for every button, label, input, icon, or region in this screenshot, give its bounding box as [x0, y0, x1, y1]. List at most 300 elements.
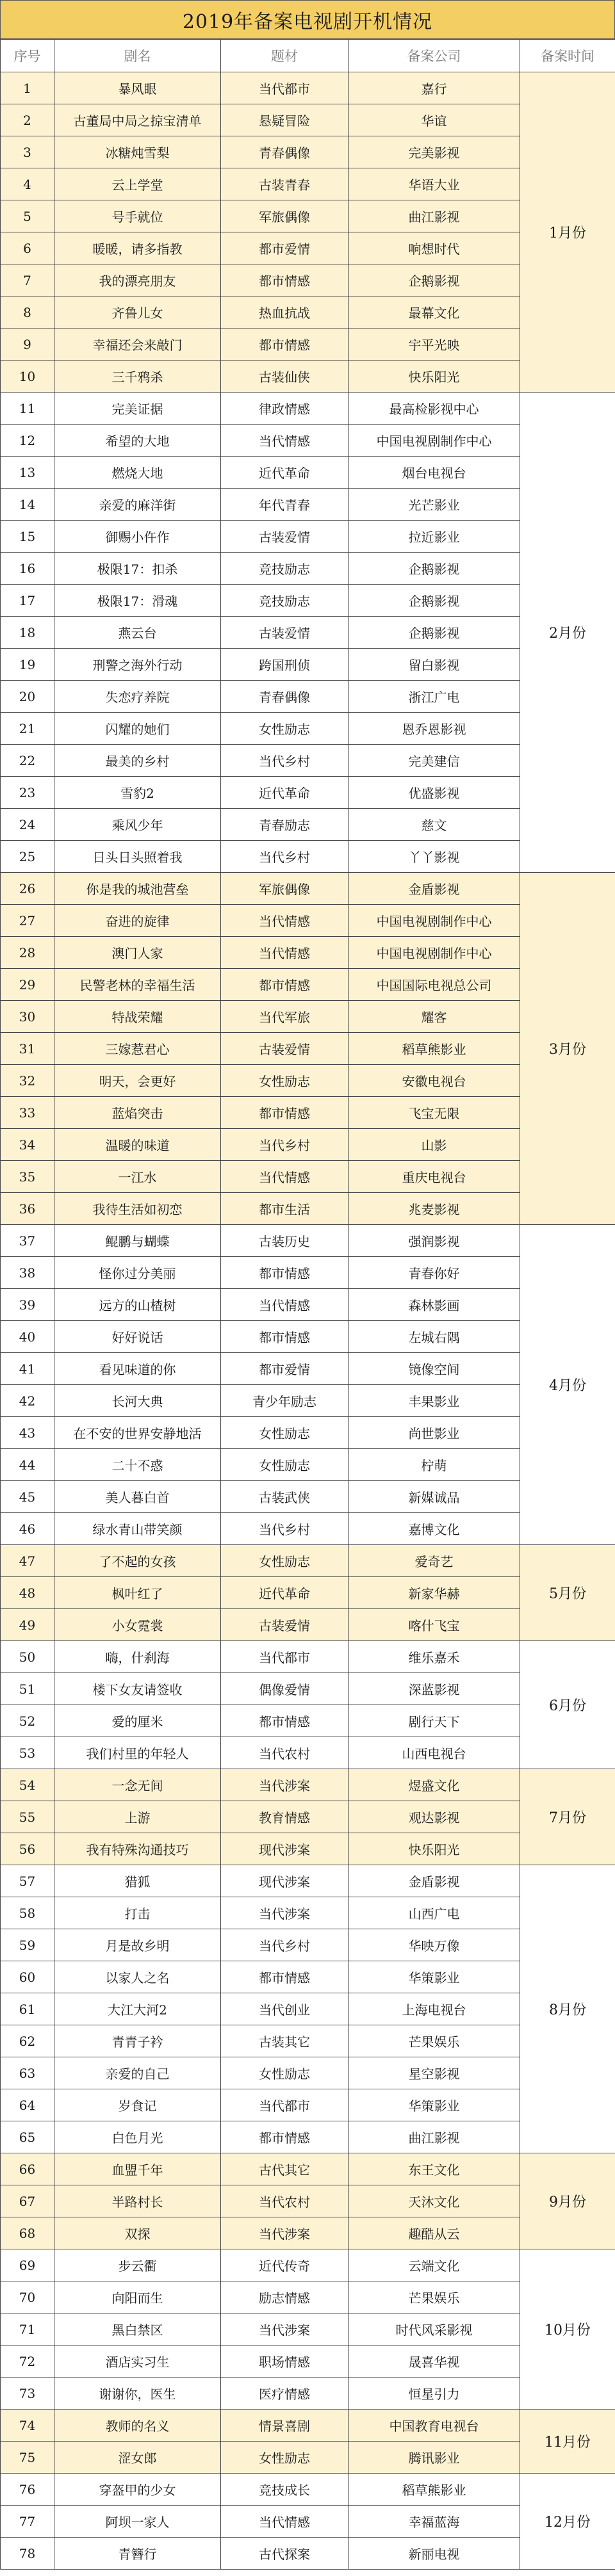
row-index: 41: [1, 1353, 54, 1385]
drama-genre: 女性励志: [221, 1545, 348, 1577]
table-row: [1, 393, 615, 425]
filing-company: 华语大业: [348, 168, 520, 200]
drama-title: 涩女郎: [54, 2442, 221, 2474]
drama-title: 日头日头照着我: [54, 841, 221, 873]
drama-title: 民警老林的幸福生活: [54, 969, 221, 1001]
filing-company: 东王文化: [348, 2153, 520, 2185]
drama-genre: 当代情感: [221, 2506, 348, 2538]
drama-title: 小女霓裳: [54, 1609, 221, 1641]
drama-genre: 古装其它: [221, 2025, 348, 2057]
drama-table: [0, 39, 615, 2570]
filing-company: 企鹅影视: [348, 553, 520, 585]
drama-title: 乘风少年: [54, 809, 221, 841]
filing-company: 新丽电视: [348, 2538, 520, 2570]
drama-genre: 现代涉案: [221, 1865, 348, 1897]
drama-title: 长河大典: [54, 1385, 221, 1417]
row-index: 21: [1, 713, 54, 745]
filing-month: 4月份: [520, 1225, 615, 1545]
filing-month: 7月份: [520, 1769, 615, 1865]
drama-genre: 军旅偶像: [221, 200, 348, 232]
drama-title: 希望的大地: [54, 425, 221, 457]
filing-company: 左城右隅: [348, 1321, 520, 1353]
drama-title: 美人暮白首: [54, 1481, 221, 1513]
drama-genre: 当代涉案: [221, 1897, 348, 1929]
drama-genre: 都市爱情: [221, 232, 348, 264]
filing-company: 丰果影业: [348, 1385, 520, 1417]
row-index: 68: [1, 2217, 54, 2249]
filing-company: 中国教育电视台: [348, 2410, 520, 2442]
row-index: 65: [1, 2121, 54, 2153]
drama-genre: 古装爱情: [221, 617, 348, 649]
filing-company: 稻草熊影业: [348, 2474, 520, 2506]
header-title: 剧名: [54, 40, 221, 72]
filing-company: 快乐阳光: [348, 1833, 520, 1865]
filing-company: 维乐嘉禾: [348, 1641, 520, 1673]
drama-genre: 都市爱情: [221, 1353, 348, 1385]
row-index: 32: [1, 1065, 54, 1097]
drama-title: 以家人之名: [54, 1961, 221, 1993]
drama-genre: 青少年励志: [221, 1385, 348, 1417]
drama-title: 双探: [54, 2217, 221, 2249]
drama-title: 云上学堂: [54, 168, 221, 200]
drama-title: 月是故乡明: [54, 1929, 221, 1961]
header-company: 备案公司: [348, 40, 520, 72]
row-index: 72: [1, 2345, 54, 2378]
drama-title: 冰糖炖雪梨: [54, 136, 221, 168]
drama-genre: 都市情感: [221, 1257, 348, 1289]
filing-company: 山西电视台: [348, 1737, 520, 1769]
drama-title: 二十不惑: [54, 1449, 221, 1481]
row-index: 3: [1, 136, 54, 168]
drama-title: 一江水: [54, 1161, 221, 1193]
row-index: 2: [1, 104, 54, 136]
filing-company: 芒果娱乐: [348, 2025, 520, 2057]
row-index: 73: [1, 2378, 54, 2410]
filing-month: 2月份: [520, 393, 615, 873]
drama-title: 白色月光: [54, 2121, 221, 2153]
table-row: [1, 2153, 615, 2185]
row-index: 61: [1, 1993, 54, 2025]
row-index: 46: [1, 1513, 54, 1545]
drama-title: 极限17：扣杀: [54, 553, 221, 585]
row-index: 75: [1, 2442, 54, 2474]
filing-company: 森林影画: [348, 1289, 520, 1321]
drama-genre: 都市情感: [221, 2121, 348, 2153]
filing-company: 快乐阳光: [348, 360, 520, 393]
filing-company: 时代风采影视: [348, 2313, 520, 2345]
drama-title: 步云衢: [54, 2249, 221, 2281]
row-index: 23: [1, 777, 54, 809]
row-index: 26: [1, 873, 54, 905]
row-index: 55: [1, 1801, 54, 1833]
filing-company: 柠萌: [348, 1449, 520, 1481]
row-index: 35: [1, 1161, 54, 1193]
row-index: 45: [1, 1481, 54, 1513]
row-index: 31: [1, 1033, 54, 1065]
drama-genre: 古代探案: [221, 2538, 348, 2570]
drama-genre: 古装爱情: [221, 1609, 348, 1641]
drama-genre: 职场情感: [221, 2345, 348, 2378]
filing-company: 企鹅影视: [348, 264, 520, 296]
drama-title: 最美的乡村: [54, 745, 221, 777]
drama-title: 我的漂亮朋友: [54, 264, 221, 296]
drama-title: 亲爱的麻洋街: [54, 489, 221, 521]
drama-title: 三千鸦杀: [54, 360, 221, 393]
filing-company: 慈文: [348, 809, 520, 841]
drama-genre: 近代传奇: [221, 2249, 348, 2281]
drama-title: 爱的厘米: [54, 1705, 221, 1737]
drama-genre: 古装历史: [221, 1225, 348, 1257]
filing-month: 9月份: [520, 2153, 615, 2249]
filing-month: 12月份: [520, 2474, 615, 2570]
filing-month: 11月份: [520, 2410, 615, 2474]
drama-genre: 当代情感: [221, 425, 348, 457]
filing-company: 晟喜华视: [348, 2345, 520, 2378]
row-index: 27: [1, 905, 54, 937]
table-row: [1, 2249, 615, 2281]
drama-title: 一念无间: [54, 1769, 221, 1801]
drama-genre: 女性励志: [221, 713, 348, 745]
filing-company: 中国电视剧制作中心: [348, 937, 520, 969]
drama-title: 岁食记: [54, 2089, 221, 2121]
drama-genre: 当代乡村: [221, 745, 348, 777]
drama-title: 大江大河2: [54, 1993, 221, 2025]
drama-title: 你是我的城池营垒: [54, 873, 221, 905]
table-row: [1, 1769, 615, 1801]
drama-genre: 都市情感: [221, 1321, 348, 1353]
filing-company: 最高检影视中心: [348, 393, 520, 425]
drama-genre: 励志情感: [221, 2281, 348, 2313]
filing-company: 耀客: [348, 1001, 520, 1033]
drama-genre: 青春励志: [221, 809, 348, 841]
row-index: 16: [1, 553, 54, 585]
drama-genre: 近代革命: [221, 1577, 348, 1609]
page-title: 2019年备案电视剧开机情况: [0, 0, 615, 39]
drama-title: 青簪行: [54, 2538, 221, 2570]
drama-title: 蓝焰突击: [54, 1097, 221, 1129]
filing-company: 剧行天下: [348, 1705, 520, 1737]
drama-genre: 现代涉案: [221, 1833, 348, 1865]
filing-company: 中国电视剧制作中心: [348, 905, 520, 937]
drama-title: 我待生活如初恋: [54, 1193, 221, 1225]
row-index: 67: [1, 2185, 54, 2217]
filing-company: 华映万像: [348, 1929, 520, 1961]
filing-company: 飞宝无限: [348, 1097, 520, 1129]
row-index: 51: [1, 1673, 54, 1705]
row-index: 54: [1, 1769, 54, 1801]
filing-company: 优盛影视: [348, 777, 520, 809]
table-row: [1, 1225, 615, 1257]
drama-title: 在不安的世界安静地活: [54, 1417, 221, 1449]
table-row: [1, 1545, 615, 1577]
header-row: [1, 40, 615, 72]
table-row: [1, 72, 615, 104]
filing-month: 10月份: [520, 2249, 615, 2410]
row-index: 42: [1, 1385, 54, 1417]
filing-company: 腾讯影业: [348, 2442, 520, 2474]
drama-genre: 当代乡村: [221, 1513, 348, 1545]
filing-company: 强润影视: [348, 1225, 520, 1257]
filing-company: 完美影视: [348, 136, 520, 168]
drama-genre: 当代情感: [221, 1161, 348, 1193]
row-index: 48: [1, 1577, 54, 1609]
row-index: 4: [1, 168, 54, 200]
row-index: 22: [1, 745, 54, 777]
row-index: 70: [1, 2281, 54, 2313]
filing-company: 煜盛文化: [348, 1769, 520, 1801]
filing-company: 烟台电视台: [348, 457, 520, 489]
filing-company: 深蓝影视: [348, 1673, 520, 1705]
row-index: 62: [1, 2025, 54, 2057]
drama-title: 我有特殊沟通技巧: [54, 1833, 221, 1865]
drama-title: 刑警之海外行动: [54, 649, 221, 681]
header-genre: 题材: [221, 40, 348, 72]
drama-title: 了不起的女孩: [54, 1545, 221, 1577]
filing-company: 幸福蓝海: [348, 2506, 520, 2538]
row-index: 60: [1, 1961, 54, 1993]
row-index: 44: [1, 1449, 54, 1481]
filing-company: 兆麦影视: [348, 1193, 520, 1225]
drama-genre: 当代都市: [221, 2089, 348, 2121]
filing-company: 曲江影视: [348, 2121, 520, 2153]
drama-title: 教师的名义: [54, 2410, 221, 2442]
drama-title: 枫叶红了: [54, 1577, 221, 1609]
drama-genre: 当代涉案: [221, 1769, 348, 1801]
drama-genre: 医疗情感: [221, 2378, 348, 2410]
drama-genre: 都市情感: [221, 264, 348, 296]
drama-title: 看见味道的你: [54, 1353, 221, 1385]
drama-title: 齐鲁儿女: [54, 296, 221, 328]
row-index: 11: [1, 393, 54, 425]
drama-genre: 都市情感: [221, 1705, 348, 1737]
drama-genre: 女性励志: [221, 1065, 348, 1097]
filing-company: 稻草熊影业: [348, 1033, 520, 1065]
drama-genre: 当代涉案: [221, 2217, 348, 2249]
filing-company: 镜像空间: [348, 1353, 520, 1385]
drama-title: 极限17：滑魂: [54, 585, 221, 617]
row-index: 36: [1, 1193, 54, 1225]
drama-genre: 年代青春: [221, 489, 348, 521]
row-index: 47: [1, 1545, 54, 1577]
row-index: 20: [1, 681, 54, 713]
drama-title: 血盟千年: [54, 2153, 221, 2185]
row-index: 57: [1, 1865, 54, 1897]
row-index: 63: [1, 2057, 54, 2089]
table-row: [1, 2410, 615, 2442]
row-index: 5: [1, 200, 54, 232]
drama-title: 雪豹2: [54, 777, 221, 809]
row-index: 8: [1, 296, 54, 328]
drama-title: 三嫁惹君心: [54, 1033, 221, 1065]
filing-company: 新媒诚品: [348, 1481, 520, 1513]
drama-title: 楼下女友请签收: [54, 1673, 221, 1705]
drama-title: 阿坝一家人: [54, 2506, 221, 2538]
drama-title: 温暖的味道: [54, 1129, 221, 1161]
drama-genre: 律政情感: [221, 393, 348, 425]
drama-title: 我们村里的年轻人: [54, 1737, 221, 1769]
drama-genre: 当代都市: [221, 1641, 348, 1673]
drama-title: 好好说话: [54, 1321, 221, 1353]
drama-title: 古董局中局之掠宝清单: [54, 104, 221, 136]
filing-company: 企鹅影视: [348, 617, 520, 649]
row-index: 10: [1, 360, 54, 393]
row-index: 40: [1, 1321, 54, 1353]
drama-title: 燃烧大地: [54, 457, 221, 489]
drama-genre: 女性励志: [221, 1449, 348, 1481]
drama-title: 明天，会更好: [54, 1065, 221, 1097]
drama-genre: 当代军旅: [221, 1001, 348, 1033]
filing-company: 观达影视: [348, 1801, 520, 1833]
drama-genre: 情景喜剧: [221, 2410, 348, 2442]
drama-genre: 古装仙侠: [221, 360, 348, 393]
drama-genre: 当代农村: [221, 1737, 348, 1769]
row-index: 1: [1, 72, 54, 104]
drama-title: 怪你过分美丽: [54, 1257, 221, 1289]
drama-genre: 当代情感: [221, 1289, 348, 1321]
filing-company: 重庆电视台: [348, 1161, 520, 1193]
filing-company: 星空影视: [348, 2057, 520, 2089]
row-index: 49: [1, 1609, 54, 1641]
row-index: 30: [1, 1001, 54, 1033]
row-index: 7: [1, 264, 54, 296]
filing-company: 光芒影业: [348, 489, 520, 521]
drama-title: 暴风眼: [54, 72, 221, 104]
row-index: 17: [1, 585, 54, 617]
row-index: 50: [1, 1641, 54, 1673]
drama-title: 半路村长: [54, 2185, 221, 2217]
header-month: 备案时间: [520, 40, 615, 72]
drama-title: 失恋疗养院: [54, 681, 221, 713]
drama-genre: 当代都市: [221, 72, 348, 104]
drama-title: 暖暖，请多指教: [54, 232, 221, 264]
filing-company: 最幕文化: [348, 296, 520, 328]
drama-genre: 当代情感: [221, 905, 348, 937]
filing-company: 上海电视台: [348, 1993, 520, 2025]
drama-genre: 都市情感: [221, 328, 348, 360]
filing-company: 尚世影业: [348, 1417, 520, 1449]
drama-genre: 当代乡村: [221, 1129, 348, 1161]
drama-genre: 悬疑冒险: [221, 104, 348, 136]
drama-title: 鲲鹏与蝴蝶: [54, 1225, 221, 1257]
row-index: 59: [1, 1929, 54, 1961]
row-index: 9: [1, 328, 54, 360]
drama-genre: 近代革命: [221, 457, 348, 489]
filing-month: 8月份: [520, 1865, 615, 2153]
drama-title: 酒店实习生: [54, 2345, 221, 2378]
drama-genre: 当代涉案: [221, 2313, 348, 2345]
row-index: 77: [1, 2506, 54, 2538]
drama-title: 黑白禁区: [54, 2313, 221, 2345]
table-row: [1, 873, 615, 905]
filing-company: 云端文化: [348, 2249, 520, 2281]
row-index: 19: [1, 649, 54, 681]
filing-company: 曲江影视: [348, 200, 520, 232]
drama-title: 谢谢你，医生: [54, 2378, 221, 2410]
filing-company: 山西广电: [348, 1897, 520, 1929]
drama-genre: 都市情感: [221, 969, 348, 1001]
filing-company: 浙江广电: [348, 681, 520, 713]
row-index: 43: [1, 1417, 54, 1449]
filing-company: 完美建信: [348, 745, 520, 777]
drama-genre: 当代创业: [221, 1993, 348, 2025]
drama-title: 打击: [54, 1897, 221, 1929]
filing-month: 1月份: [520, 72, 615, 393]
table-row: [1, 1865, 615, 1897]
row-index: 69: [1, 2249, 54, 2281]
drama-genre: 竞技成长: [221, 2474, 348, 2506]
drama-title: 号手就位: [54, 200, 221, 232]
drama-genre: 都市情感: [221, 1961, 348, 1993]
table-row: [1, 1641, 615, 1673]
drama-genre: 女性励志: [221, 2057, 348, 2089]
drama-title: 特战荣耀: [54, 1001, 221, 1033]
row-index: 15: [1, 521, 54, 553]
row-index: 37: [1, 1225, 54, 1257]
filing-month: 5月份: [520, 1545, 615, 1641]
drama-genre: 古代其它: [221, 2153, 348, 2185]
drama-genre: 古装爱情: [221, 1033, 348, 1065]
filing-month: 3月份: [520, 873, 615, 1225]
drama-genre: 当代农村: [221, 2185, 348, 2217]
row-index: 78: [1, 2538, 54, 2570]
filing-company: 响想时代: [348, 232, 520, 264]
row-index: 38: [1, 1257, 54, 1289]
row-index: 25: [1, 841, 54, 873]
drama-genre: 近代革命: [221, 777, 348, 809]
row-index: 39: [1, 1289, 54, 1321]
filing-company: 嘉博文化: [348, 1513, 520, 1545]
drama-title: 向阳而生: [54, 2281, 221, 2313]
filing-company: 趣酷从云: [348, 2217, 520, 2249]
filing-company: 华谊: [348, 104, 520, 136]
row-index: 14: [1, 489, 54, 521]
drama-title: 燕云台: [54, 617, 221, 649]
filing-company: 恒星引力: [348, 2378, 520, 2410]
filing-company: 企鹅影视: [348, 585, 520, 617]
drama-title: 猎狐: [54, 1865, 221, 1897]
row-index: 76: [1, 2474, 54, 2506]
filing-company: 华策影业: [348, 2089, 520, 2121]
filing-company: 新家华赫: [348, 1577, 520, 1609]
drama-genre: 当代乡村: [221, 841, 348, 873]
table-row: [1, 2474, 615, 2506]
drama-genre: 热血抗战: [221, 296, 348, 328]
filing-company: 中国电视剧制作中心: [348, 425, 520, 457]
filing-company: 山影: [348, 1129, 520, 1161]
drama-genre: 当代乡村: [221, 1929, 348, 1961]
row-index: 29: [1, 969, 54, 1001]
row-index: 58: [1, 1897, 54, 1929]
drama-title: 奋进的旋律: [54, 905, 221, 937]
row-index: 33: [1, 1097, 54, 1129]
row-index: 66: [1, 2153, 54, 2185]
drama-title: 绿水青山带笑颜: [54, 1513, 221, 1545]
filing-company: 青春你好: [348, 1257, 520, 1289]
drama-title: 远方的山楂树: [54, 1289, 221, 1321]
drama-genre: 古装青春: [221, 168, 348, 200]
header-index: 序号: [1, 40, 54, 72]
filing-company: 金盾影视: [348, 873, 520, 905]
drama-title: 青青子衿: [54, 2025, 221, 2057]
drama-title: 穿盔甲的少女: [54, 2474, 221, 2506]
drama-title: 闪耀的她们: [54, 713, 221, 745]
row-index: 56: [1, 1833, 54, 1865]
drama-genre: 竞技励志: [221, 553, 348, 585]
filing-month: 6月份: [520, 1641, 615, 1769]
filing-company: 喀什飞宝: [348, 1609, 520, 1641]
filing-company: 金盾影视: [348, 1865, 520, 1897]
filing-company: 芒果娱乐: [348, 2281, 520, 2313]
